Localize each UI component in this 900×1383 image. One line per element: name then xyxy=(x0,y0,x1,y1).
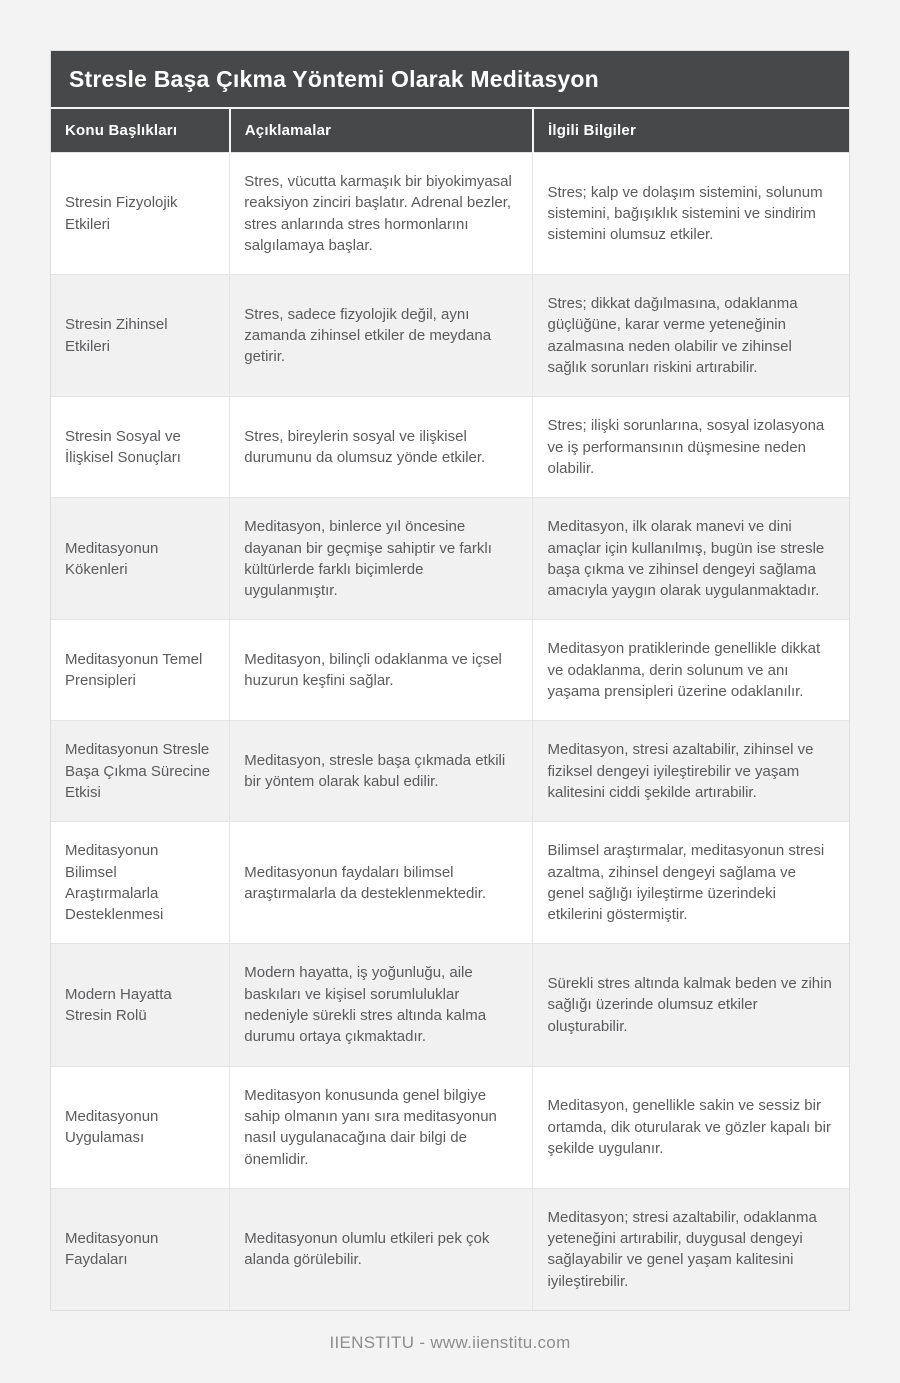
description-cell: Stres, bireylerin sosyal ve ilişkisel durumunu da olumsuz yönde etkiler. xyxy=(230,397,533,498)
related-info-cell: Stres; ilişki sorunlarına, sosyal izolasyona ve iş performansının düşmesine neden olabilir. xyxy=(533,397,849,498)
related-info-cell: Stres; dikkat dağılmasına, odaklanma güçlüğüne, karar verme yeteneğinin azalmasına neden olabilir ve zihinsel sağlık sorunları riskini artırabilir. xyxy=(533,275,849,397)
description-cell: Meditasyon, bilinçli odaklanma ve içsel huzurun keşfini sağlar. xyxy=(230,620,533,721)
footer-credit: IIENSTITU - www.iienstitu.com xyxy=(329,1332,571,1352)
description-cell: Meditasyon konusunda genel bilgiye sahip olmanın yanı sıra meditasyonun nasıl uygulanacağına dair bilgi de önemlidir. xyxy=(230,1066,533,1188)
related-info-cell: Bilimsel araştırmalar, meditasyonun stresi azaltma, zihinsel dengeyi sağlama ve genel sağlığı iyileştirme üzerindeki etkilerini göstermiştir. xyxy=(533,822,849,944)
table-row xyxy=(51,397,849,498)
description-cell: Meditasyonun faydaları bilimsel araştırmalarla da desteklenmektedir. xyxy=(230,822,533,944)
table-row xyxy=(51,620,849,721)
topic-cell: Stresin Fizyolojik Etkileri xyxy=(65,194,178,233)
description-cell: Meditasyonun olumlu etkileri pek çok alanda görülebilir. xyxy=(230,1188,533,1310)
page-title: Stresle Başa Çıkma Yöntemi Olarak Meditasyon xyxy=(51,51,849,109)
table-row xyxy=(51,822,849,944)
description-cell: Meditasyon, binlerce yıl öncesine dayanan bir geçmişe sahiptir ve farklı kültürlerde farklı biçimlerde uygulanmıştır. xyxy=(230,498,533,620)
table-row xyxy=(51,153,849,275)
topic-cell: Meditasyonun Uygulaması xyxy=(65,1107,159,1147)
table-row xyxy=(51,1066,849,1188)
column-header-topics: Konu Başlıkları xyxy=(51,109,230,153)
topic-cell: Meditasyonun Temel Prensipleri xyxy=(65,651,203,690)
table-row xyxy=(51,1188,849,1310)
topic-cell: Stresin Zihinsel Etkileri xyxy=(65,316,168,355)
column-header-related-info: İlgili Bilgiler xyxy=(533,109,849,153)
topic-cell: Meditasyonun Stresle Başa Çıkma Sürecine Etkisi xyxy=(65,741,211,801)
related-info-cell: Meditasyon pratiklerinde genellikle dikkat ve odaklanma, derin solunum ve anı yaşama prensipleri üzerine odaklanılır. xyxy=(533,620,849,721)
topic-cell: Meditasyonun Kökenleri xyxy=(65,539,159,578)
column-header-descriptions: Açıklamalar xyxy=(230,109,533,153)
table-header-row xyxy=(51,109,849,153)
topics-table xyxy=(51,109,849,1310)
related-info-cell: Sürekli stres altında kalmak beden ve zihin sağlığı üzerinde olumsuz etkiler oluşturabilir. xyxy=(533,944,849,1066)
description-cell: Stres, sadece fizyolojik değil, aynı zamanda zihinsel etkiler de meydana getirir. xyxy=(230,275,533,397)
table-row xyxy=(51,944,849,1066)
related-info-cell: Meditasyon, stresi azaltabilir, zihinsel ve fiziksel dengeyi iyileştirebilir ve yaşam kalitesini ciddi şekilde artırabilir. xyxy=(533,721,849,822)
topic-cell: Stresin Sosyal ve İlişkisel Sonuçları xyxy=(65,428,181,467)
content-card xyxy=(50,50,850,1311)
table-row xyxy=(51,498,849,620)
table-row xyxy=(51,721,849,822)
topic-cell: Meditasyonun Bilimsel Araştırmalarla Desteklenmesi xyxy=(65,842,164,924)
related-info-cell: Meditasyon, ilk olarak manevi ve dini amaçlar için kullanılmış, bugün ise stresle başa çıkma ve zihinsel dengeyi sağlama amacıyla yaygın olarak uygulanmaktadır. xyxy=(533,498,849,620)
table-row xyxy=(51,275,849,397)
related-info-cell: Meditasyon, genellikle sakin ve sessiz bir ortamda, dik oturularak ve gözler kapalı bir şekilde uygulanır. xyxy=(533,1066,849,1188)
topic-cell: Modern Hayatta Stresin Rolü xyxy=(65,985,172,1025)
related-info-cell: Stres; kalp ve dolaşım sistemini, solunum sistemini, bağışıklık sistemini ve sindirim sistemini olumsuz etkiler. xyxy=(533,153,849,275)
topic-cell: Meditasyonun Faydaları xyxy=(65,1230,159,1269)
table-body xyxy=(51,153,849,1310)
description-cell: Meditasyon, stresle başa çıkmada etkili bir yöntem olarak kabul edilir. xyxy=(230,721,533,822)
description-cell: Modern hayatta, iş yoğunluğu, aile baskıları ve kişisel sorumluluklar nedeniyle sürekli stres altında kalma durumu ortaya çıkmaktadır. xyxy=(230,944,533,1066)
description-cell: Stres, vücutta karmaşık bir biyokimyasal reaksiyon zinciri başlatır. Adrenal bezler, stres anlarında stres hormonlarını salgılamaya başlar. xyxy=(230,153,533,275)
related-info-cell: Meditasyon; stresi azaltabilir, odaklanma yeteneğini artırabilir, duygusal dengeyi sağlayabilir ve genel yaşam kalitesini iyileştirebilir. xyxy=(533,1188,849,1310)
